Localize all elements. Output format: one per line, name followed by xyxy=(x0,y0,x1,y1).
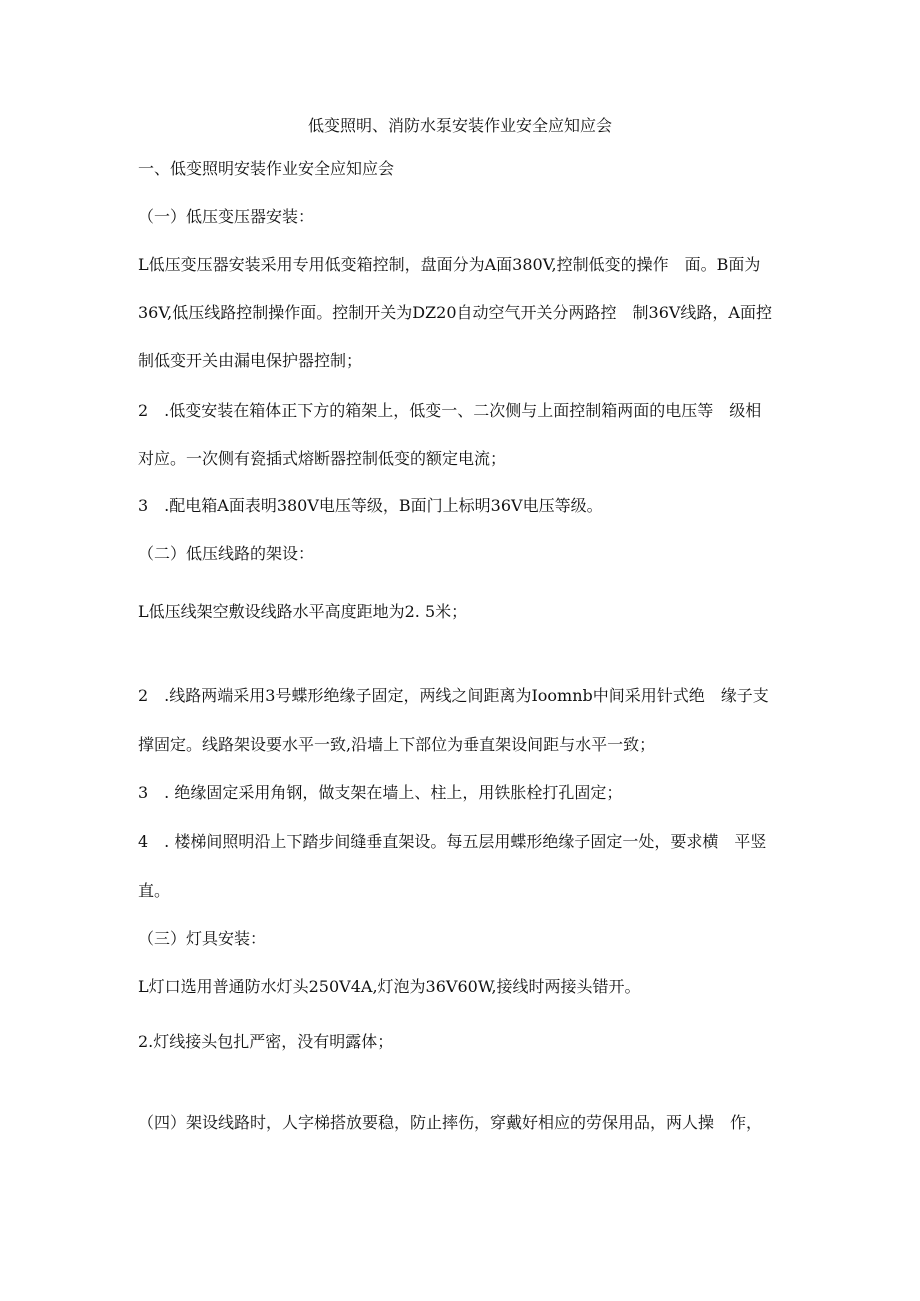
paragraph-line: 对应。一次侧有瓷插式熔断器控制低变的额定电流； xyxy=(138,449,507,468)
subsection-heading-1: （一）低压变压器安装： xyxy=(138,207,315,226)
section-heading-1: 一、低变照明安装作业安全应知应会 xyxy=(138,159,395,178)
paragraph-line: L低压线架空敷设线路水平高度距地为2. 5米； xyxy=(138,602,468,621)
paragraph-line: L灯口选用普通防水灯头250V4A,灯泡为36V60W,接线时两接头错开。 xyxy=(138,977,641,996)
paragraph-line: （四）架设线路时，人字梯搭放要稳，防止摔伤，穿戴好相应的劳保用品，两人操 作， xyxy=(138,1113,763,1132)
paragraph-line: 3 .配电箱A面表明380V电压等级，B面门上标明36V电压等级。 xyxy=(138,496,603,515)
paragraph-line: 2.灯线接头包扎严密，没有明露体； xyxy=(138,1032,394,1051)
subsection-heading-3: （三）灯具安装： xyxy=(138,929,267,948)
paragraph-line: 制低变开关由漏电保护器控制； xyxy=(138,351,363,370)
paragraph-line: 撑固定。线路架设要水平一致,沿墙上下部位为垂直架设间距与水平一致； xyxy=(138,735,656,754)
paragraph-line: L低压变压器安装采用专用低变箱控制，盘面分为A面380V,控制低变的操作 面。B面为 xyxy=(138,255,761,274)
subsection-heading-2: （二）低压线路的架设： xyxy=(138,544,315,563)
paragraph-line: 2 .低变安装在箱体正下方的箱架上，低变一、二次侧与上面控制箱两面的电压等 级相 xyxy=(138,401,762,420)
paragraph-line: 3 . 绝缘固定采用角钢，做支架在墙上、柱上，用铁胀栓打孔固定； xyxy=(138,783,623,802)
paragraph-line: 36V,低压线路控制操作面。控制开关为DZ20自动空气开关分两路控 制36V线路，A面控 xyxy=(138,303,772,322)
paragraph-line: 2 .线路两端采用3号蝶形绝缘子固定，两线之间距离为Ioomnb中间采用针式绝 缘子支 xyxy=(138,686,769,705)
document-title: 低变照明、消防水泵安装作业安全应知应会 xyxy=(307,116,612,135)
paragraph-line: 直。 xyxy=(138,881,171,900)
paragraph-line: 4 . 楼梯间照明沿上下踏步间缝垂直架设。每五层用蝶形绝缘子固定一处，要求横 平竖 xyxy=(138,832,767,851)
